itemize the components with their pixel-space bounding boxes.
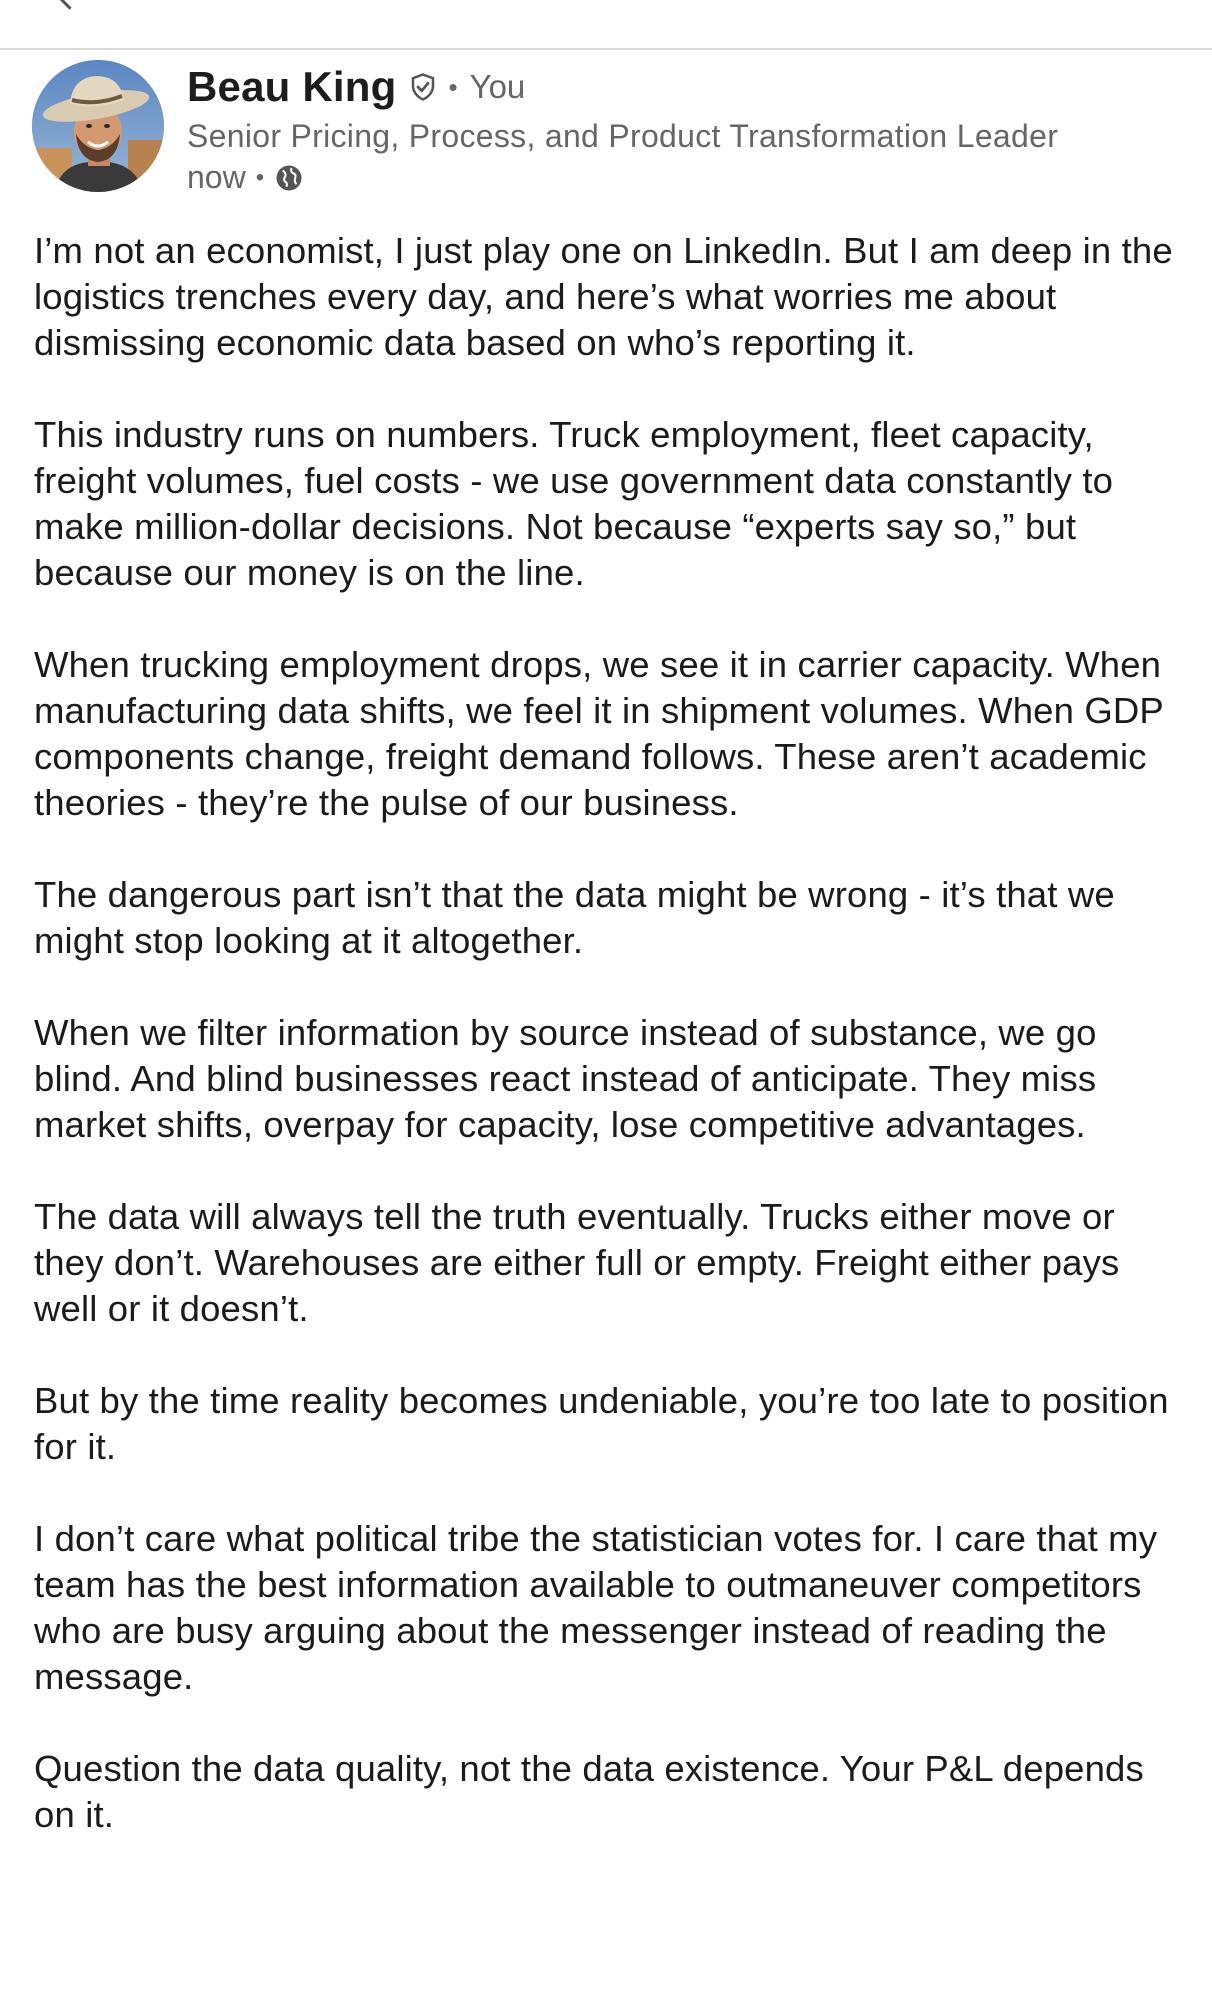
separator-dot: • bbox=[255, 163, 265, 191]
author-block bbox=[187, 62, 1177, 196]
author-name[interactable]: Beau King bbox=[187, 63, 397, 110]
post-paragraph: When trucking employment drops, we see it in carrier capacity. When manufacturing data shifts, we feel it in shipment volumes. When GDP components change, freight demand follows. These aren’t academic theories - they’re the pulse of our business. bbox=[34, 644, 1164, 823]
post-paragraph: The data will always tell the truth eventually. Trucks either move or they don’t. Warehouses are either full or empty. Freight either pays well or it doesn’t. bbox=[34, 1196, 1120, 1329]
name-row bbox=[187, 62, 1177, 112]
post-paragraph: When we filter information by source instead of substance, we go blind. And blind businesses react instead of anticipate. They miss market shifts, overpay for capacity, lose competitive advantages. bbox=[34, 1012, 1097, 1145]
post-header bbox=[32, 60, 1182, 200]
separator-dot: • bbox=[448, 71, 458, 102]
relation-label: You bbox=[469, 68, 526, 105]
post-paragraph: This industry runs on numbers. Truck employment, fleet capacity, freight volumes, fuel costs - we use government data constantly to make million-dollar decisions. Not because “experts say so,” but because our money is on the line. bbox=[34, 414, 1114, 593]
post-time: now bbox=[187, 159, 246, 195]
author-headline: Senior Pricing, Process, and Product Transformation Leader bbox=[187, 118, 1059, 154]
post-paragraph: The dangerous part isn’t that the data might be wrong - it’s that we might stop looking at it altogether. bbox=[34, 874, 1115, 961]
back-chevron-icon[interactable] bbox=[53, 0, 86, 10]
top-bar bbox=[0, 0, 1212, 50]
verified-shield-icon bbox=[408, 72, 438, 102]
globe-icon[interactable] bbox=[274, 163, 304, 193]
post-meta bbox=[187, 159, 1177, 196]
post-paragraph: I don’t care what political tribe the statistician votes for. I care that my team has the best information available to outmaneuver competitors who are busy arguing about the messenger instead of reading the message. bbox=[34, 1518, 1158, 1697]
post-paragraph: But by the time reality becomes undeniable, you’re too late to position for it. bbox=[34, 1380, 1169, 1467]
post-paragraph: Question the data quality, not the data existence. Your P&L depends on it. bbox=[34, 1748, 1144, 1835]
post-body bbox=[34, 228, 1184, 1884]
avatar[interactable] bbox=[32, 60, 164, 192]
post-paragraph: I’m not an economist, I just play one on LinkedIn. But I am deep in the logistics trenches every day, and here’s what worries me about dismissing economic data based on who’s reporting it. bbox=[34, 230, 1173, 363]
